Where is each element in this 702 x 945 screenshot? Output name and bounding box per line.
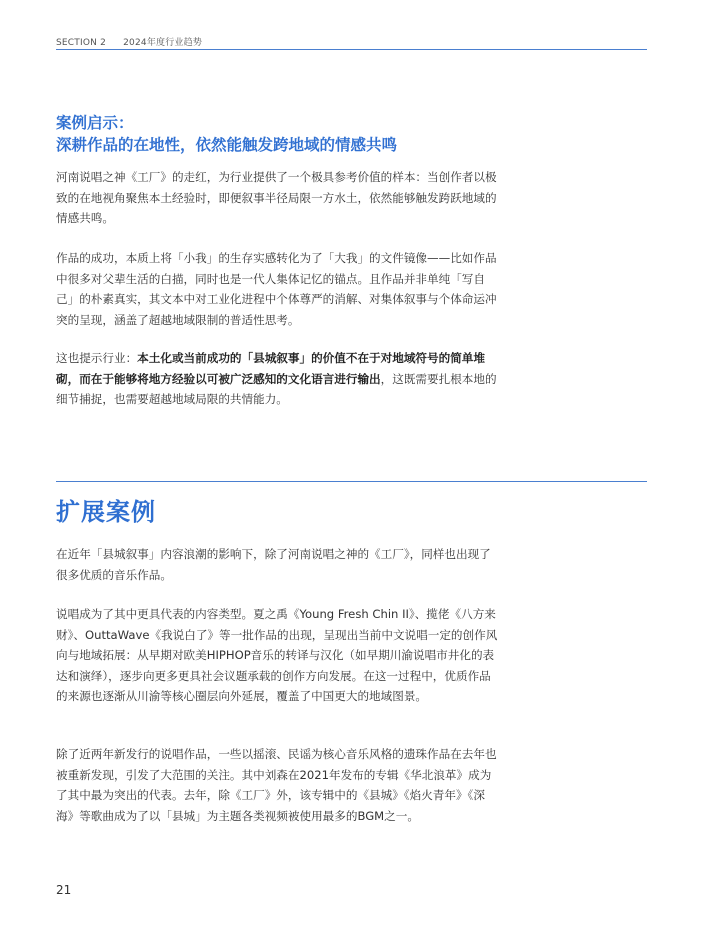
case-insight-heading-line2: 深耕作品的在地性，依然能触发跨地域的情感共鸣 [56,136,398,154]
section-divider [56,481,647,482]
page-number: 21 [56,883,72,897]
para3-suffix: ，这既需要扎根本地的细节捕捉，也需要超越地域局限的共情能力。 [56,371,497,406]
extended-cases-paragraph-1: 在近年「县城叙事」内容浪潮的影响下，除了河南说唱之神的《工厂》，同样也出现了很多优质的音乐作品。 [56,547,491,582]
extended-cases-paragraph-3: 除了近两年新发行的说唱作品，一些以摇滚、民谣为核心音乐风格的遗珠作品在去年也被重新发现，引发了大范围的关注。其中刘森在2021年发布的专辑《华北浪革》成为了其中最为突出的代表。去年，除《工厂》外，该专辑中的《县城》《焰火青年》《深海》等歌曲成为了以「县城」为主题各类视频被使用最多的BGM之一。 [56,747,497,823]
report-title: 2024年度行业趋势 [123,38,203,48]
case-insight-heading [56,112,496,156]
case-insight-heading-line1: 案例启示： [56,114,134,132]
header-divider [56,49,647,50]
case-insight-paragraph-2: 作品的成功，本质上将「小我」的生存实感转化为了「大我」的文件镜像——比如作品中很多对父辈生活的白描，同时也是一代人集体记忆的锚点。且作品并非单纯「写自己」的朴素真实，其文本中对工业化进程中个体尊严的消解、对集体叙事与个体命运冲突的呈现，涵盖了超越地域限制的普适性思考。 [56,251,497,327]
section-label: SECTION 2 [56,38,107,48]
case-insight-paragraph-3 [56,348,501,410]
extended-cases-heading: 扩展案例 [56,498,156,526]
extended-cases-paragraph-2: 说唱成为了其中更具代表的内容类型。夏之禹《Young Fresh Chin II》、揽佬《八方来财》、OuttaWave《我说白了》等一批作品的出现，呈现出当前中文说唱一定的创作风向与地域拓展：从早期对欧美HIPHOP音乐的转译与汉化（如早期川渝说唱市井化的表达和演绎），逐步向更多更具社会议题承载的创作方向发展。在这一过程中，优质作品的来源也逐渐从川渝等核心圈层向外延展，覆盖了中国更大的地域图景。 [56,607,498,703]
para3-prefix: 这也提示行业： [56,351,138,365]
case-insight-paragraph-1: 河南说唱之神《工厂》的走红，为行业提供了一个极具参考价值的样本：当创作者以极致的在地视角聚焦本土经验时，即便叙事半径局限一方水土，依然能够触发跨跃地域的情感共鸣。 [56,170,497,225]
running-header [56,35,202,48]
para3-emphasis: 本土化或当前成功的「县城叙事」的价值不在于对地域符号的简单堆砌，而在于能够将地方经验以可被广泛感知的文化语言进行输出 [56,351,485,386]
